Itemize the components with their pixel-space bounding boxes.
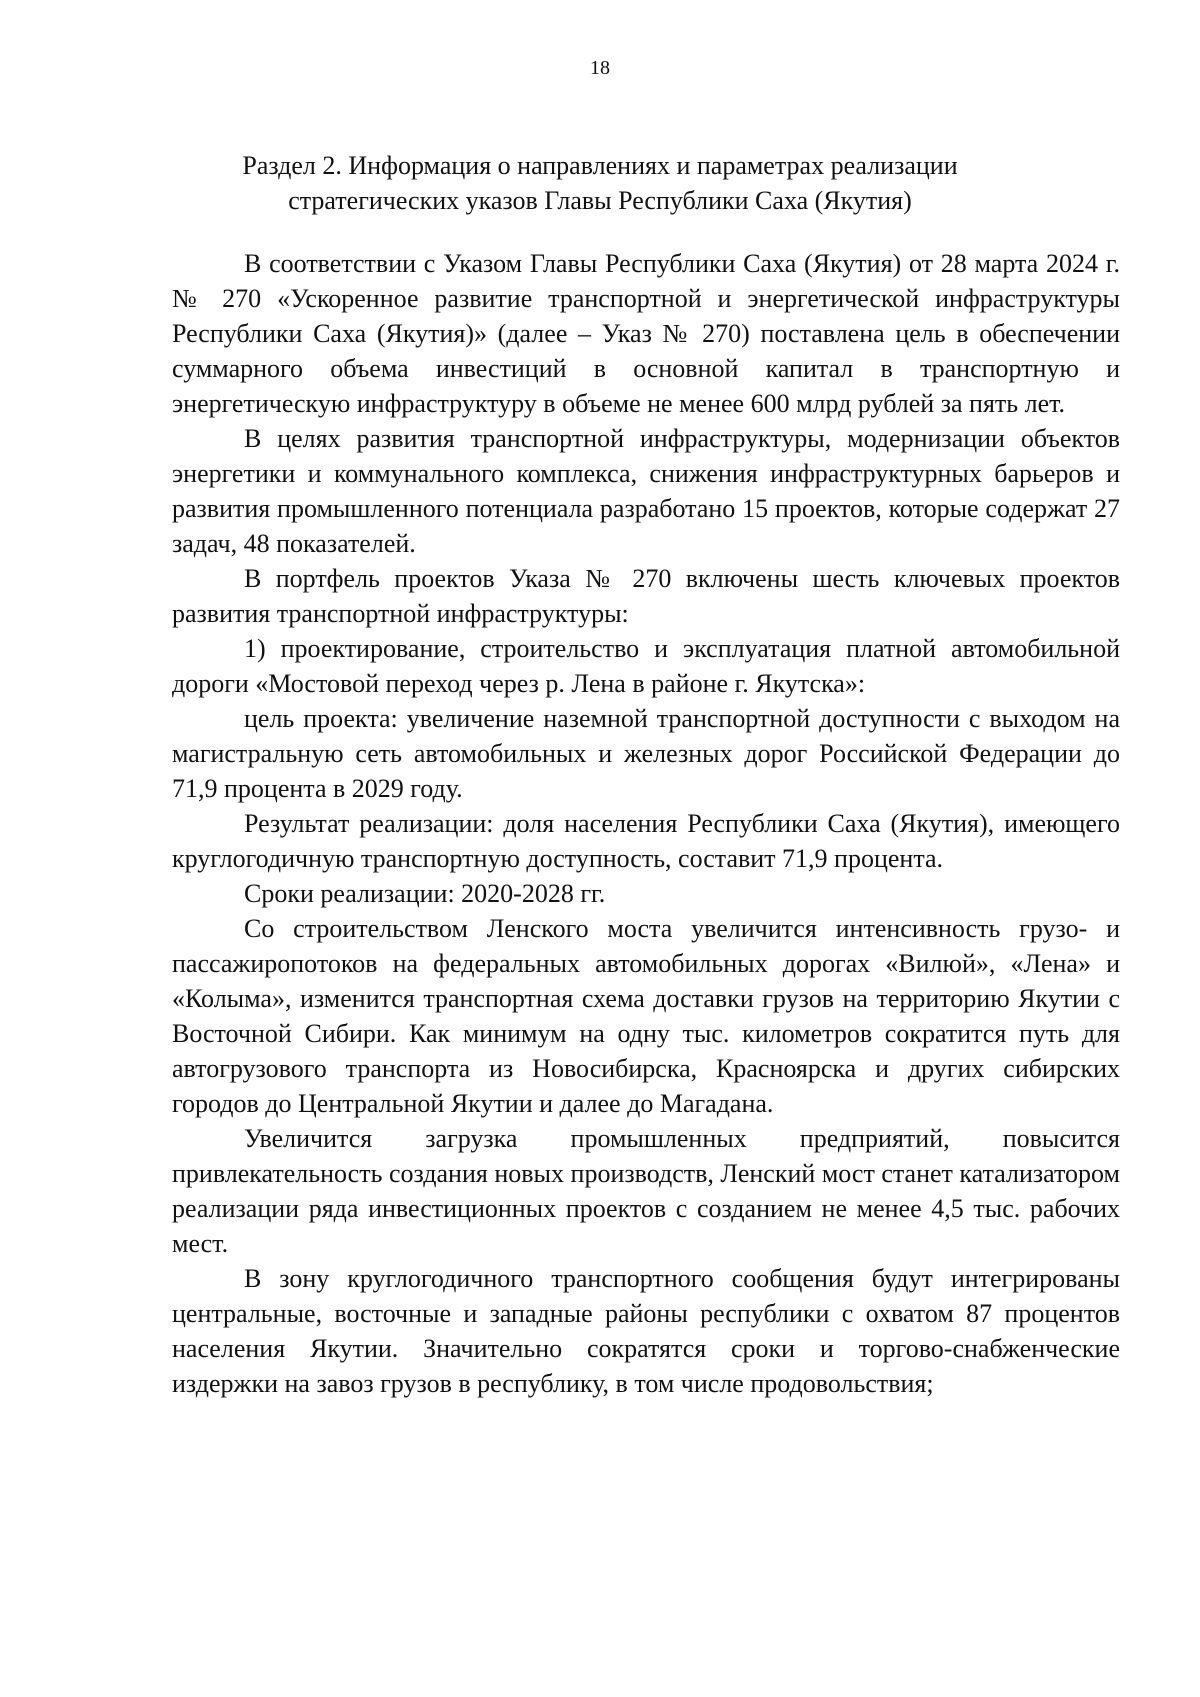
paragraph-timeline: Сроки реализации: 2020-2028 гг. (244, 879, 606, 908)
paragraph-project-goal: цель проекта: увеличение наземной транспортной доступности с выходом на магистральную сеть автомобильных и железных дорог Российской Федерации до 71,9 процента в 2029 году. (172, 704, 1120, 803)
paragraph-year-round-access: В зону круглогодичного транспортного сообщения будут интегрированы центральные, восточные и западные районы республики с охватом 87 процентов населения Якутии. Значительно сократятся сроки и торгово-снабженческие издержки на завоз грузов в республику, в том числе продовольствия; (172, 1264, 1120, 1398)
paragraph-traffic-impact: Со строительством Ленского моста увеличится интенсивность грузо- и пассажиропотоков на федеральных автомобильных дорогах «Вилюй», «Лена» и «Колыма», изменится транспортная схема доставки грузов на территорию Якутии с Восточной Сибири. Как минимум на одну тыс. километров сократится путь для автогрузового транспорта из Новосибирска, Красноярска и других сибирских городов до Центральной Якутии и далее до Магадана. (172, 914, 1120, 1118)
section-title (160, 148, 1040, 218)
paragraph-result: Результат реализации: доля населения Республики Саха (Якутия), имеющего круглогодичную транспортную доступность, составит 71,9 процента. (172, 809, 1120, 873)
page-number: 18 (590, 57, 610, 79)
list-item-lena-bridge: 1) проектирование, строительство и эксплуатация платной автомобильной дороги «Мостовой переход через р. Лена в районе г. Якутска»: (172, 634, 1120, 698)
paragraph-project-portfolio: В портфель проектов Указа № 270 включены шесть ключевых проектов развития транспортной инфраструктуры: (172, 564, 1120, 628)
section-title-line: стратегических указов Главы Республики Саха (Якутия) (288, 186, 912, 215)
body-text (172, 246, 1120, 1401)
section-title-line: Раздел 2. Информация о направлениях и параметрах реализации (242, 151, 958, 180)
paragraph-projects-developed: В целях развития транспортной инфраструктуры, модернизации объектов энергетики и коммунального комплекса, снижения инфраструктурных барьеров и развития промышленного потенциала разработано 15 проектов, которые содержат 27 задач, 48 показателей. (172, 424, 1120, 558)
paragraph-decree-goal: В соответствии с Указом Главы Республики Саха (Якутия) от 28 марта 2024 г. № 270 «Ускоренное развитие транспортной и энергетической инфраструктуры Республики Саха (Якутия)» (далее – Указ № 270) поставлена цель в обеспечении суммарного объема инвестиций в основной капитал в транспортную и энергетическую инфраструктуру в объеме не менее 600 млрд рублей за пять лет. (172, 249, 1120, 418)
paragraph-industry-impact: Увеличится загрузка промышленных предприятий, повысится привлекательность создания новых производств, Ленский мост станет катализатором реализации ряда инвестиционных проектов с созданием не менее 4,5 тыс. рабочих мест. (172, 1124, 1120, 1258)
